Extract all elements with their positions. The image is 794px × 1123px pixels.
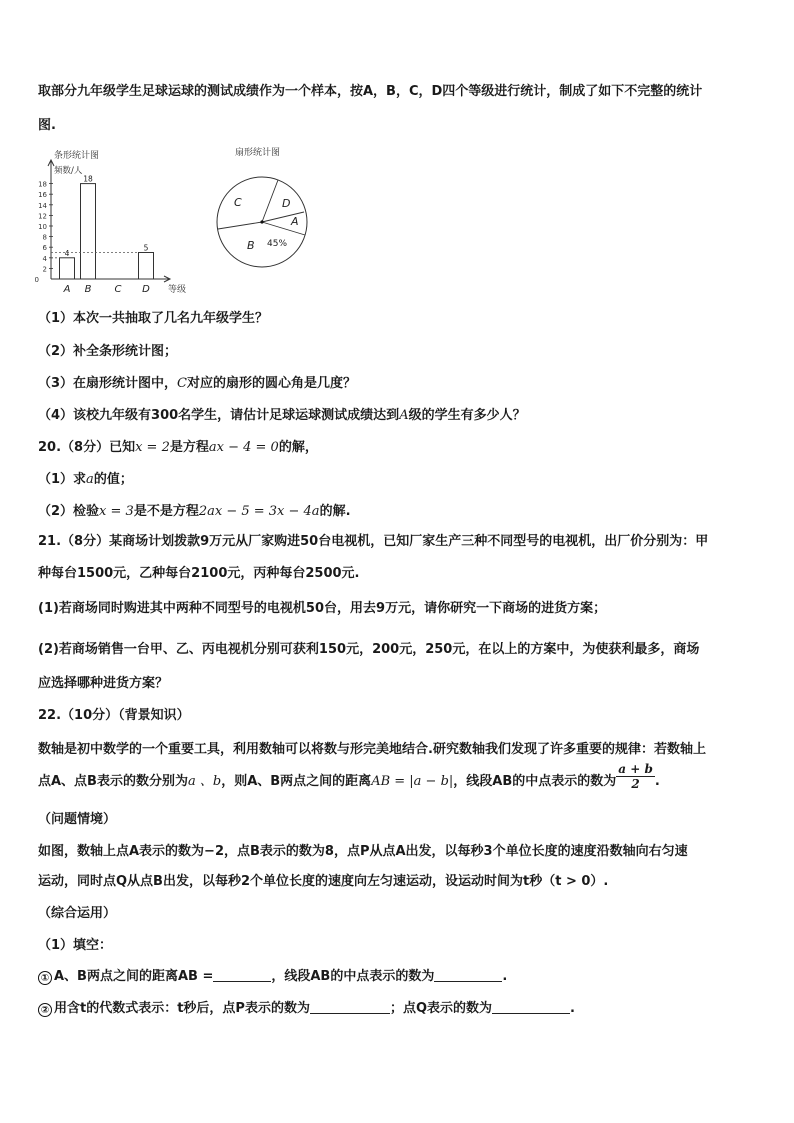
q22-fill-item-1: ① A、B两点之间的距离AB = ，线段AB的中点表示的数为 . bbox=[38, 969, 507, 985]
x-tick-label: C bbox=[114, 284, 122, 295]
q19-part-1: （1）本次一共抽取了几名九年级学生？ bbox=[38, 311, 269, 326]
q21-part-2-line-1: (2)若商场销售一台甲、乙、丙电视机分别可获利150元，200元，250元，在以上的方案中，为使获利最多，商场 bbox=[38, 642, 700, 657]
pie-boundary-b-c bbox=[218, 222, 262, 229]
data-label-a: 4 bbox=[64, 248, 70, 258]
bar-chart-ylabel: 频数/人 bbox=[54, 166, 83, 176]
bar-chart-xlabel: 等级 bbox=[168, 285, 187, 295]
y-tick-label: 6 bbox=[42, 244, 47, 253]
q20-part-2: （2）检验x = 3是不是方程2ax − 5 = 3x − 4a的解. bbox=[38, 504, 351, 519]
q21-stem-line-2: 种每台1500元，乙种每台2100元，丙种每台2500元. bbox=[38, 566, 360, 581]
y-tick-label: 10 bbox=[38, 223, 47, 231]
x-tick-label: B bbox=[84, 284, 92, 295]
y-tick-label: 4 bbox=[42, 254, 47, 263]
data-label-d: 5 bbox=[143, 243, 149, 253]
q22-situation-line-1: 如图，数轴上点A表示的数为−2，点B表示的数为8，点P从点A出发，以每秒3个单位长度的速度沿数轴向右匀速 bbox=[38, 844, 688, 859]
pie-label-c: C bbox=[234, 196, 242, 209]
bar-a bbox=[60, 258, 75, 279]
q22-head: 22.（10分）（背景知识） bbox=[38, 708, 190, 723]
q22-fill-item-2: ② 用含t的代数式表示：t秒后，点P表示的数为 ；点Q表示的数为 . bbox=[38, 1001, 575, 1017]
q19-part-2: （2）补全条形统计图； bbox=[38, 344, 178, 359]
y-tick-label: 16 bbox=[38, 191, 47, 200]
data-label-b: 18 bbox=[83, 174, 93, 184]
q22-situation-line-2: 运动，同时点Q从点B出发，以每秒2个单位长度的速度向左匀速运动，设运动时间为t秒（t > 0）. bbox=[38, 874, 609, 889]
blank-ab-distance[interactable] bbox=[213, 969, 271, 982]
q19-part-3: （3）在扇形统计图中，C对应的扇形的圆心角是几度？ bbox=[38, 376, 357, 391]
pie-boundary-c-d bbox=[262, 180, 278, 222]
y-tick-label: 18 bbox=[38, 180, 47, 189]
q20-stem: 20.（8分）已知x = 2是方程ax − 4 = 0的解， bbox=[38, 440, 318, 455]
midpoint-fraction: $\frac{a + b}{2}$ bbox=[618, 762, 653, 791]
intro-line-1: 取部分九年级学生足球运球的测试成绩作为一个样本，按A，B，C，D四个等级进行统计，制成了如下不完整的统计 bbox=[38, 84, 703, 99]
q21-part-1: (1)若商场同时购进其中两种不同型号的电视机50台，用去9万元，请你研究一下商场的进货方案； bbox=[38, 601, 607, 616]
pie-chart bbox=[205, 145, 320, 275]
q22-fill-head: （1）填空： bbox=[38, 938, 113, 953]
y-tick-label: 0 bbox=[34, 276, 39, 284]
q20-part-1: （1）求a的值； bbox=[38, 472, 133, 487]
circled-2-marker: ② bbox=[38, 1003, 52, 1017]
blank-q-position[interactable] bbox=[492, 1001, 570, 1014]
bar-b bbox=[81, 184, 96, 279]
bar-chart-title: 条形统计图 bbox=[54, 151, 100, 161]
pie-boundary-a-b bbox=[262, 222, 305, 235]
y-tick-label: 14 bbox=[38, 201, 47, 210]
pie-label-a: A bbox=[291, 215, 299, 228]
x-tick-label: A bbox=[63, 284, 71, 295]
pie-center bbox=[260, 220, 263, 223]
q22-application-head: （综合运用） bbox=[38, 906, 117, 921]
pie-label-b: B bbox=[247, 239, 255, 252]
q22-situation-head: （问题情境） bbox=[38, 812, 117, 827]
q22-background-line-2: 点A、点B表示的数分别为a 、b，则A、B两点之间的距离AB = |a − b|，线段AB的中点表示的数为 $\frac{a + b}{2}$ . bbox=[38, 762, 660, 791]
q21-part-2-line-2: 应选择哪种进货方案？ bbox=[38, 676, 169, 691]
bar-d bbox=[139, 253, 154, 280]
pie-label-d: D bbox=[282, 197, 291, 210]
blank-p-position[interactable] bbox=[310, 1001, 390, 1014]
blank-ab-midpoint[interactable] bbox=[434, 969, 502, 982]
pie-annotation-b: 45% bbox=[267, 239, 288, 249]
q22-background-line-1: 数轴是初中数学的一个重要工具，利用数轴可以将数与形完美地结合.研究数轴我们发现了许多重要的规律：若数轴上 bbox=[38, 742, 706, 757]
intro-line-2: 图. bbox=[38, 118, 56, 133]
circled-1-marker: ① bbox=[38, 971, 52, 985]
bar-chart bbox=[30, 145, 200, 297]
y-tick-label: 12 bbox=[38, 212, 47, 221]
y-tick-label: 8 bbox=[42, 233, 47, 242]
x-tick-label: D bbox=[142, 284, 150, 295]
q21-stem-line-1: 21.（8分）某商场计划拨款9万元从厂家购进50台电视机，已知厂家生产三种不同型号的电视机，出厂价分别为：甲 bbox=[38, 534, 709, 549]
q19-part-4: （4）该校九年级有300名学生，请估计足球运球测试成绩达到A级的学生有多少人？ bbox=[38, 408, 526, 423]
y-tick-label: 2 bbox=[42, 265, 47, 274]
pie-chart-title: 扇形统计图 bbox=[235, 148, 281, 158]
